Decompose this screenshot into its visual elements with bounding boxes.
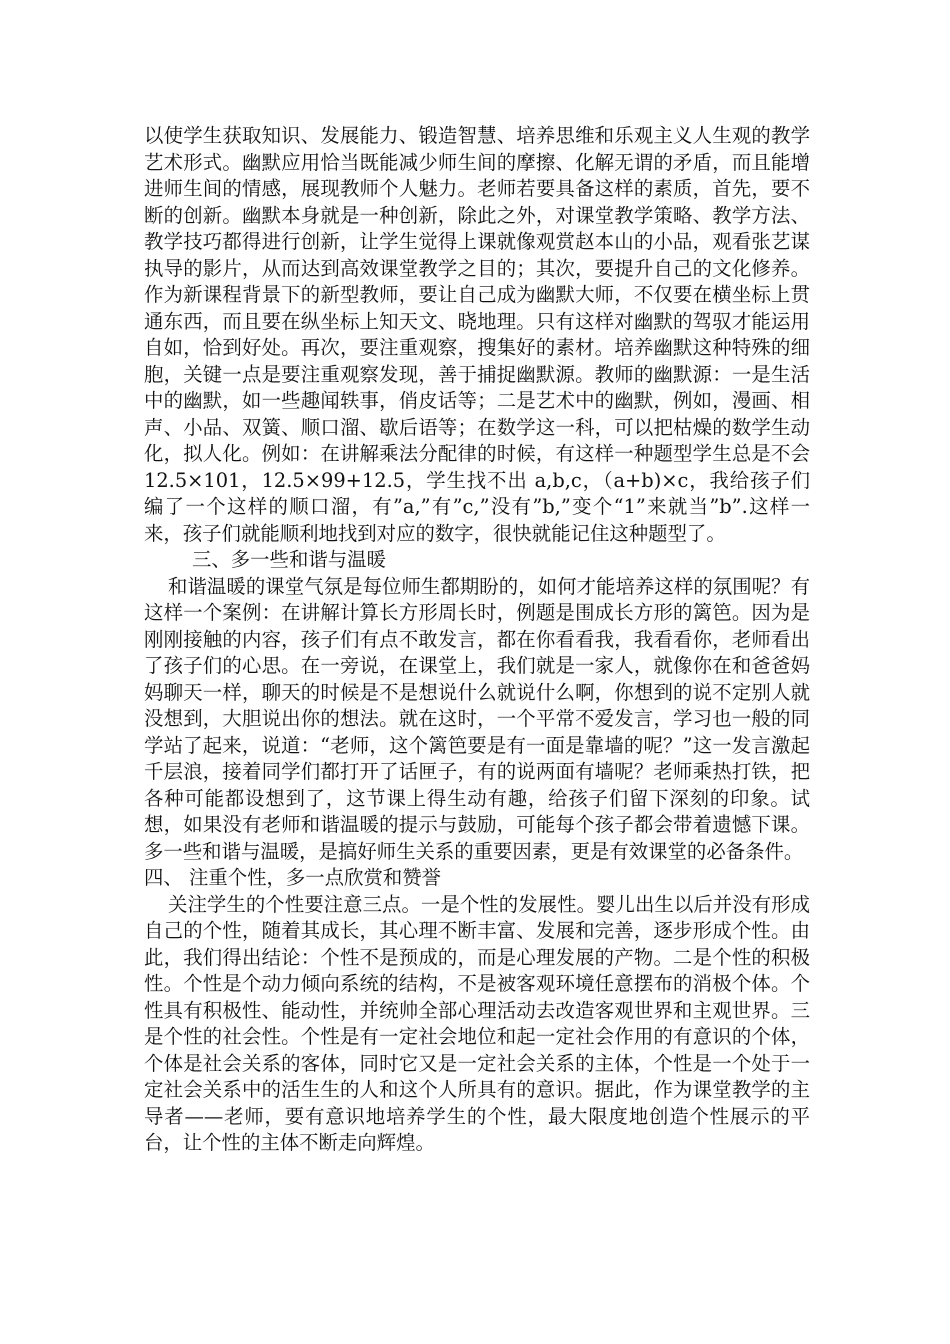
section-heading-three: 三、多一些和谐与温暖 bbox=[192, 548, 386, 571]
paragraph-harmony: 和谐温暖的课堂气氛是每位师生都期盼的，如何才能培养这样的氛围呢？有这样一个案例：在讲解计算长方形周长时，例题是围成长方形的篱笆。因为是刚刚接触的内容，孩子们有点不敢发言，都在你看看我，我看看你，老师看出了孩子们的心思。在一旁说，在课堂上，我们就是一家人，就像你在和爸爸妈妈聊天一样，聊天的时候是不是想说什么就说什么啊，你想到的说不定别人就没想到，大胆说出你的想法。就在这时，一个平常不爱发言，学习也一般的同学站了起来，说道：“老师，这个篱笆要是有一面是靠墙的呢？”这一发言激起千层浪，接着同学们都打开了话匣子，有的说两面有墙呢？老师乘热打铁，把各种可能都设想到了，这节课上得生动有趣，给孩子们留下深刻的印象。试想，如果没有老师和谐温暖的提示与鼓励，可能每个孩子都会带着遗憾下课。多一些和谐与温暖，是搞好师生关系的重要因素，更是有效课堂的必备条件。 bbox=[144, 574, 810, 863]
paragraph-humor-continued: 以使学生获取知识、发展能力、锻造智慧、培养思维和乐观主义人生观的教学艺术形式。幽默应用恰当既能减少师生间的摩擦、化解无谓的矛盾，而且能增进师生间的情感，展现教师个人魅力。老师若要具备这样的素质，首先，要不断的创新。幽默本身就是一种创新，除此之外，对课堂教学策略、教学方法、教学技巧都得进行创新，让学生觉得上课就像观赏赵本山的小品，观看张艺谋执导的影片，从而达到高效课堂教学之目的；其次，要提升自己的文化修养。作为新课程背景下的新型教师，要让自己成为幽默大师，不仅要在横坐标上贯通东西，而且要在纵坐标上知天文、晓地理。只有这样对幽默的驾驭才能运用自如，恰到好处。再次，要注重观察，搜集好的素材。培养幽默这种特殊的细胞，关键一点是要注重观察发现，善于捕捉幽默源。教师的幽默源：一是生活中的幽默，如一些趣闻轶事，俏皮话等；二是艺术中的幽默，例如，漫画、相声、小品、双簧、顺口溜、歇后语等；在数学这一科，可以把枯燥的数学生动化，拟人化。例如：在讲解乘法分配律的时候，有这样一种题型学生总是不会 12.5×101，12.5×99+12.5，学生找不出 a,b,c，（a+b)×c，我给孩子们编了一个这样的顺口溜，有”a,”有”c,”没有”b,”变个“1”来就当”b”.这样一来，孩子们就能顺利地找到对应的数字，很快就能记住这种题型了。 bbox=[144, 124, 810, 545]
body-text bbox=[144, 123, 810, 1157]
paragraph-personality: 关注学生的个性要注意三点。一是个性的发展性。婴儿出生以后并没有形成自己的个性，随着其成长，其心理不断丰富、发展和完善，逐步形成个性。由此，我们得出结论：个性不是预成的，而是心理发展的产物。二是个性的积极性。个性是个动力倾向系统的结构，不是被客观环境任意摆布的消极个体。个性具有积极性、能动性，并统帅全部心理活动去改造客观世界和主观世界。三是个性的社会性。个性是有一定社会地位和起一定社会作用的有意识的个体，个体是社会关系的客体，同时它又是一定社会关系的主体，个性是一个处于一定社会关系中的活生生的人和这个人所具有的意识。据此，作为课堂教学的主导者——老师，要有意识地培养学生的个性，最大限度地创造个性展示的平台，让个性的主体不断走向辉煌。 bbox=[144, 892, 810, 1154]
section-heading-four: 四、 注重个性，多一点欣赏和赞誉 bbox=[144, 866, 442, 889]
